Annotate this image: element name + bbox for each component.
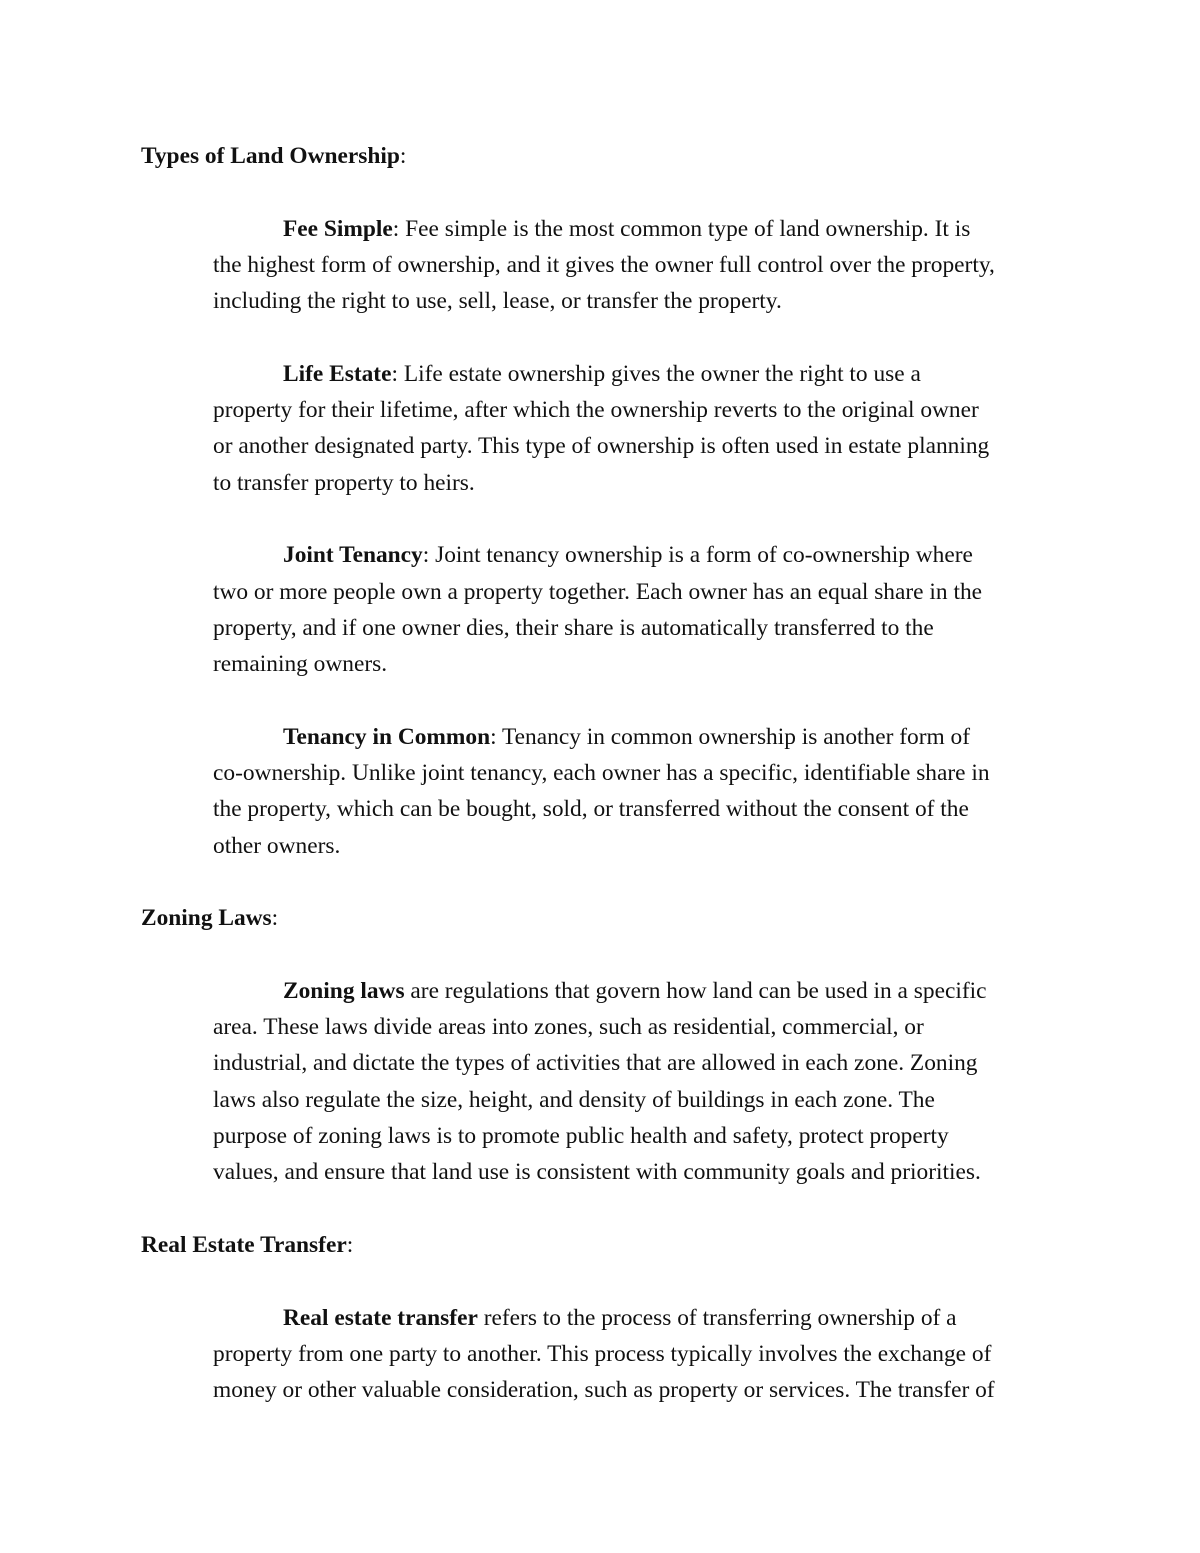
paragraph-joint-tenancy	[141, 537, 1071, 682]
line-text: Life estate ownership gives the owner the right to use a	[397, 360, 921, 387]
heading-text: Real Estate Transfer	[141, 1231, 347, 1258]
term: Real estate transfer	[283, 1304, 478, 1331]
paragraph-line: industrial, and dictate the types of activities that are allowed in each zone. Zoning	[213, 1050, 978, 1077]
paragraph-line: the property, which can be bought, sold, or transferred without the consent of the	[213, 796, 969, 823]
term: Tenancy in Common	[283, 723, 491, 750]
heading-suffix: :	[271, 905, 279, 932]
term-suffix: :	[422, 542, 430, 569]
document-page	[141, 138, 1071, 1408]
heading-suffix: :	[399, 143, 407, 169]
paragraph-real-estate-transfer	[141, 1300, 1071, 1409]
line-text: Joint tenancy ownership is a form of co-ownership where	[429, 542, 973, 569]
term-suffix: :	[490, 723, 497, 750]
paragraph-line	[141, 719, 1071, 755]
paragraph-line: or another designated party. This type of ownership is often used in estate planning	[213, 433, 990, 460]
paragraph-zoning-laws	[141, 973, 1071, 1191]
heading-text: Zoning Laws	[141, 905, 272, 932]
paragraph-line	[141, 1300, 1071, 1336]
line-text: are regulations that govern how land can be used in a specific	[404, 977, 987, 1004]
paragraph-tenancy-in-common	[141, 719, 1071, 864]
section-heading	[141, 900, 1071, 936]
paragraph-line: laws also regulate the size, height, and density of buildings in each zone. The	[213, 1086, 935, 1113]
paragraph-line: other owners.	[213, 832, 341, 859]
paragraph-line	[141, 537, 1071, 573]
section-heading	[141, 1227, 1071, 1263]
term: Fee Simple	[283, 215, 393, 242]
paragraph-line: to transfer property to heirs.	[213, 469, 475, 496]
term: Zoning laws	[283, 977, 405, 1004]
line-text: Tenancy in common ownership is another form of	[496, 723, 971, 750]
paragraph-line: including the right to use, sell, lease, or transfer the property.	[213, 288, 782, 315]
section-heading	[141, 138, 1071, 174]
heading-text: Types of Land Ownership	[141, 143, 400, 169]
line-text: refers to the process of transferring ownership of a	[477, 1304, 957, 1331]
term: Joint Tenancy	[283, 542, 423, 569]
paragraph-line: area. These laws divide areas into zones, such as residential, commercial, or	[213, 1014, 924, 1041]
paragraph-line	[141, 973, 1071, 1009]
paragraph-line: values, and ensure that land use is consistent with community goals and priorities.	[213, 1159, 981, 1186]
paragraph-line: co-ownership. Unlike joint tenancy, each owner has a specific, identifiable share in	[213, 760, 990, 787]
paragraph-line: property from one party to another. This process typically involves the exchange of	[213, 1340, 992, 1367]
paragraph-line: property for their lifetime, after which the ownership reverts to the original owner	[213, 397, 979, 424]
paragraph-fee-simple	[141, 211, 1071, 320]
paragraph-line	[141, 356, 1071, 392]
paragraph-line: the highest form of ownership, and it gives the owner full control over the property,	[213, 251, 995, 278]
line-text: Fee simple is the most common type of land ownership. It is	[399, 215, 971, 242]
paragraph-line: money or other valuable consideration, such as property or services. The transfer of	[213, 1377, 995, 1404]
term-suffix: :	[391, 360, 398, 387]
paragraph-line	[141, 211, 1071, 247]
paragraph-line: remaining owners.	[213, 651, 388, 678]
term: Life Estate	[283, 360, 392, 387]
paragraph-life-estate	[141, 356, 1071, 501]
term-suffix: :	[392, 215, 400, 242]
heading-suffix: :	[346, 1231, 354, 1258]
paragraph-line: purpose of zoning laws is to promote public health and safety, protect property	[213, 1123, 949, 1150]
paragraph-line: two or more people own a property together. Each owner has an equal share in the	[213, 578, 983, 605]
paragraph-line: property, and if one owner dies, their share is automatically transferred to the	[213, 614, 934, 641]
